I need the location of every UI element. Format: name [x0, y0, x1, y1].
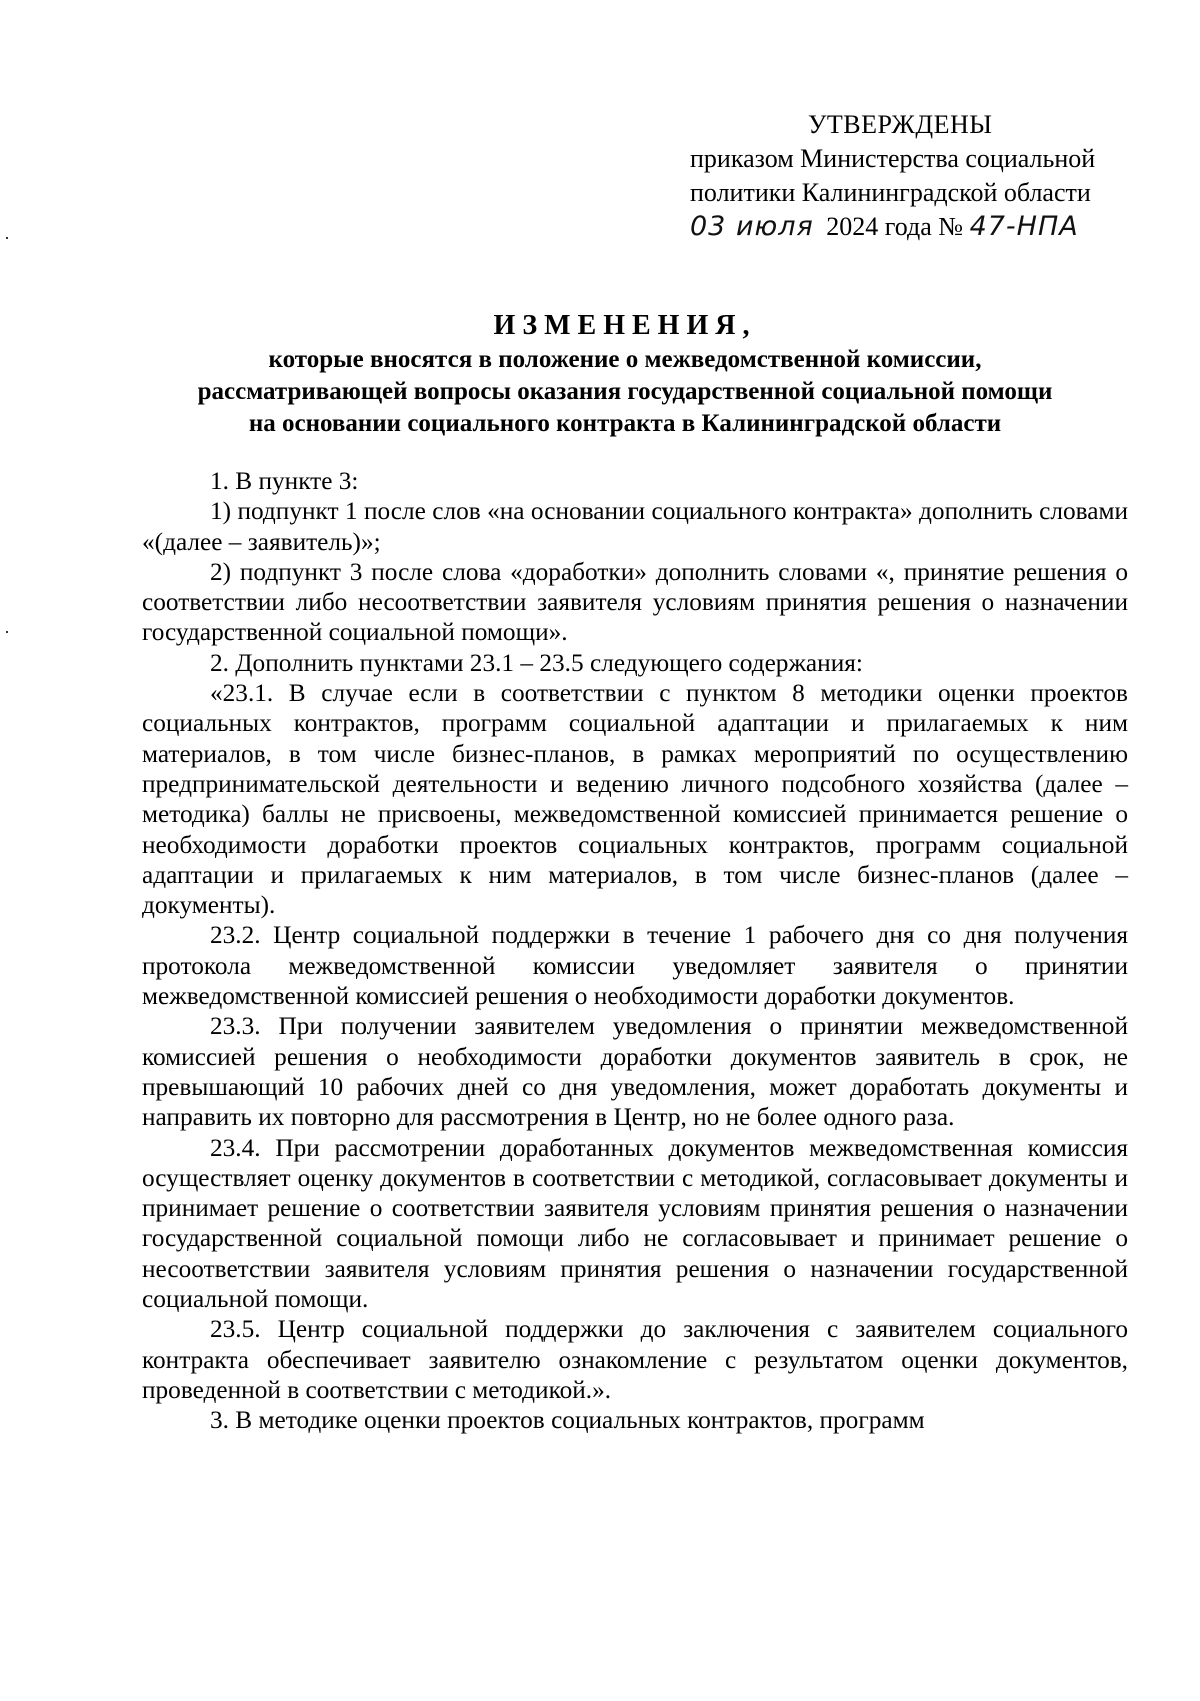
paragraph: 1. В пункте 3:	[210, 467, 359, 495]
title-sub-line: которые вносятся в положение о межведомственной комиссии,	[268, 346, 982, 373]
title-main: ИЗМЕНЕНИЯ,	[493, 310, 757, 341]
paragraph: 23.4. При рассмотрении доработанных документов межведомственная комиссия осуществляет оценку документов в соответствии с методикой, согласовывает документы и принимает решение о соответствии заявителя условиям принятия решения о назначении государственной социальной помощи либо не согласовывает и принимает решение о несоответствии заявителя условиям принятия решения о назначении государственной социальной помощи.	[142, 1133, 1128, 1314]
scan-mark	[6, 237, 8, 239]
paragraph: «23.1. В случае если в соответствии с пунктом 8 методики оценки проектов социальных контрактов, программ социальной адаптации и прилагаемых к ним материалов, в том числе бизнес-планов, в рамках мероприятий по осуществлению предпринимательской деятельности и ведению личного подсобного хозяйства (далее – методика) баллы не присвоены, межведомственной комиссией принимается решение о необходимости доработки проектов социальных контрактов, программ социальной адаптации и прилагаемых к ним материалов, в том числе бизнес-планов (далее – документы).	[142, 679, 1128, 920]
approval-stamp: УТВЕРЖДЕНЫ	[808, 110, 993, 139]
title-sub-line: на основании социального контракта в Калининградской области	[248, 410, 1002, 437]
paragraph: 23.3. При получении заявителем уведомления о принятии межведомственной комиссией решения о необходимости доработки документов заявитель в срок, не превышающий 10 рабочих дней со дня уведомления, может доработать документы и направить их повторно для рассмотрения в Центр, но не более одного раза.	[142, 1012, 1128, 1132]
paragraph: 2) подпункт 3 после слова «доработки» дополнить словами «, принятие решения о соответствии либо несоответствии заявителя условиям принятия решения о назначении государственной социальной помощи».	[142, 557, 1128, 647]
document-body	[142, 466, 1128, 1436]
paragraph: 2. Дополнить пунктами 23.1 – 23.5 следующего содержания:	[210, 648, 863, 677]
paragraph: 1) подпункт 1 после слов «на основании социального контракта» дополнить словами «(далее – заявитель)»;	[142, 497, 1128, 556]
approval-date-line	[690, 210, 1130, 244]
handwritten-date: 03 июля	[690, 211, 814, 242]
scan-mark	[6, 631, 8, 633]
approval-block	[690, 108, 1130, 244]
paragraph: 23.5. Центр социальной поддержки до заключения с заявителем социального контракта обеспечивает заявителю ознакомление с результатом оценки документов, проведенной в соответствии с методикой.».	[142, 1315, 1128, 1404]
approval-year-text: 2024 года №	[826, 212, 964, 241]
approval-line-2: политики Калининградской области	[690, 178, 1091, 207]
paragraph: 3. В методике оценки проектов социальных контрактов, программ	[210, 1406, 925, 1435]
paragraph: 23.2. Центр социальной поддержки в течение 1 рабочего дня со дня получения протокола межведомственной комиссии уведомляет заявителя о принятии межведомственной комиссией решения о необходимости доработки документов.	[142, 921, 1128, 1011]
title-sub-line: рассматривающей вопросы оказания государственной социальной помощи	[197, 378, 1053, 405]
approval-line-1: приказом Министерства социальной	[690, 144, 1096, 173]
handwritten-order-number: 47-НПА	[969, 211, 1079, 242]
document-title	[130, 308, 1120, 440]
